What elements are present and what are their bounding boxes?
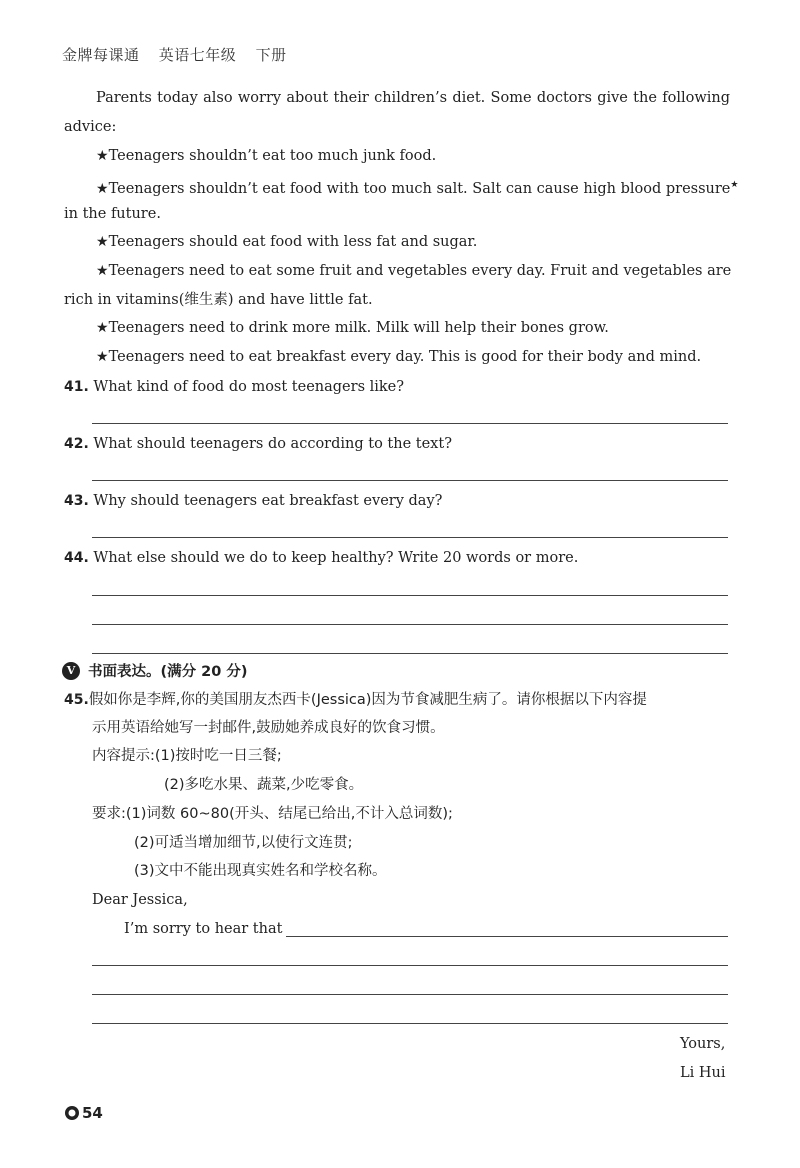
tip-1: ★Teenagers shouldn’t eat too much junk food. [96, 148, 437, 164]
requirement-2: (2)可适当增加细节,以使行文连贯; [134, 835, 353, 851]
tip-3: ★Teenagers should eat food with less fat and sugar. [96, 234, 478, 250]
tip-5: ★Teenagers need to drink more milk. Milk will help their bones grow. [96, 320, 609, 336]
footnote-star-icon: ★ [730, 180, 739, 190]
star-icon: ★ [96, 263, 109, 279]
requirement-1: 要求:(1)词数 60~80(开头、结尾已给出,不计入总词数); [92, 806, 453, 822]
answer-line-44-3[interactable] [92, 653, 728, 654]
question-44: 44. What else should we do to keep healthy? Write 20 words or more. [64, 550, 579, 566]
section-v-heading [62, 660, 248, 681]
gear-icon [64, 1105, 80, 1121]
section-title: 书面表达。(满分 20 分) [88, 664, 248, 680]
star-icon: ★ [96, 320, 109, 336]
volume-label: 下册 [255, 46, 287, 64]
book-title: 金牌每课通 [62, 46, 140, 64]
tip-4-cont: rich in vitamins(维生素) and have little fat. [64, 292, 373, 308]
tip-2-cont: in the future. [64, 206, 161, 222]
answer-line-44-1[interactable] [92, 595, 728, 596]
writing-line-3[interactable] [92, 994, 728, 995]
star-icon: ★ [96, 349, 109, 365]
hint-1: 内容提示:(1)按时吃一日三餐; [92, 748, 282, 764]
tip-6: ★Teenagers need to eat breakfast every day. This is good for their body and mind. [96, 349, 702, 365]
section-badge-icon: V [62, 662, 80, 680]
tip-4: ★Teenagers need to eat some fruit and vegetables every day. Fruit and vegetables are [96, 263, 732, 279]
letter-signature: Li Hui [680, 1065, 726, 1081]
question-41: 41. What kind of food do most teenagers like? [64, 379, 405, 395]
writing-line-4[interactable] [92, 1023, 728, 1024]
subject-title: 英语七年级 [158, 46, 237, 64]
writing-line-1[interactable] [286, 936, 728, 937]
question-42: 42. What should teenagers do according to the text? [64, 436, 452, 452]
answer-line-42[interactable] [92, 480, 728, 481]
page-header [62, 44, 301, 65]
requirement-3: (3)文中不能出现真实姓名和学校名称。 [134, 863, 387, 879]
question-45-line2: 示用英语给她写一封邮件,鼓励她养成良好的饮食习惯。 [92, 720, 445, 736]
star-icon: ★ [96, 180, 109, 197]
letter-closing: Yours, [680, 1036, 726, 1052]
star-icon: ★ [96, 234, 109, 250]
answer-line-43[interactable] [92, 537, 728, 538]
page-number: 54 [64, 1104, 103, 1122]
letter-opening: I’m sorry to hear that [124, 921, 283, 937]
answer-line-41[interactable] [92, 423, 728, 424]
passage-intro: Parents today also worry about their children’s diet. Some doctors give the following advice: [64, 90, 730, 135]
tip-2: ★Teenagers shouldn’t eat food with too much salt. Salt can cause high blood pressure★ [96, 180, 739, 197]
answer-line-44-2[interactable] [92, 624, 728, 625]
question-43: 43. Why should teenagers eat breakfast every day? [64, 493, 443, 509]
hint-2: (2)多吃水果、蔬菜,少吃零食。 [164, 777, 364, 793]
question-45: 45.假如你是李辉,你的美国朋友杰西卡(Jessica)因为节食减肥生病了。请你根据以下内容提 [64, 692, 647, 708]
star-icon: ★ [96, 148, 109, 164]
letter-greeting: Dear Jessica, [92, 892, 188, 908]
writing-line-2[interactable] [92, 965, 728, 966]
